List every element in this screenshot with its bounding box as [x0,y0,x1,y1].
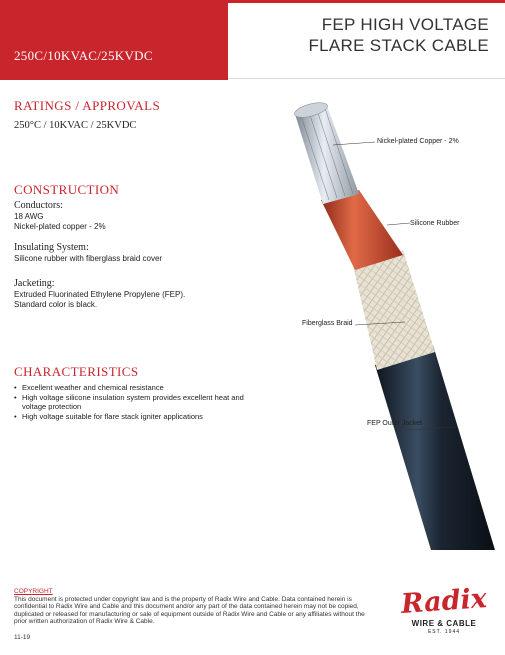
conductors-label: Conductors: [14,200,63,211]
page-title-line-1: FEP HIGH VOLTAGE [321,15,489,34]
jacketing-label: Jacketing: [14,278,55,289]
ratings-value: 250°C / 10KVAC / 25KVDC [14,120,137,131]
radix-logo [394,583,494,642]
logo-wordmark: Radix [400,583,488,620]
characteristics-heading: CHARACTERISTICS [14,364,139,379]
fep-outer-jacket [375,345,495,550]
list-item: • High voltage silicone insulation system provides excellent heat and voltage protection [14,393,244,412]
callout-silicone: Silicone Rubber [410,220,460,227]
copper-conductor [295,106,359,204]
logo-subtitle: WIRE & CABLE [411,619,477,628]
jacketing-line-2: Standard color is black. [14,300,98,309]
list-item: • High voltage suitable for flare stack igniter applications [14,412,244,422]
header-red-block [0,0,228,80]
header-rating-code: 250C/10KVAC/25KVDC [14,48,153,63]
silicone-rubber [321,190,403,270]
fiberglass-braid [353,250,435,370]
page-title-line-2: FLARE STACK CABLE [308,36,489,55]
ratings-heading: RATINGS / APPROVALS [14,98,161,113]
insulating-text: Silicone rubber with fiberglass braid cover [14,254,163,263]
conductors-line-1: 18 AWG [14,212,44,221]
jacketing-line-1: Extruded Fluorinated Ethylene Propylene (FEP). [14,290,186,299]
header-divider [228,78,505,79]
page-title [229,14,489,56]
logo-established: EST. 1944 [427,629,461,635]
construction-heading: CONSTRUCTION [14,182,120,197]
callout-fiberglass: Fiberglass Braid [302,320,353,327]
cable-illustration [255,90,505,550]
callout-jacket: FEP Outer Jacket [367,420,423,427]
copyright-text: This document is protected under copyright law and is the property of Radix Wire and Cable. Data contained herein is confidential to Radix Wire and Cable and this document and/or any part of the data contained herein may not be copied, duplicated or released for manufacturing or sale of equipment outside of Radix Wire and Cable or any affiliates without the prior written authorization of Radix Wire & Cable. [14,595,365,626]
copyright-notice [14,588,369,626]
document-number: 11-19 [14,634,31,641]
list-item: • Excellent weather and chemical resistance [14,383,244,393]
copyright-link[interactable]: COPYRIGHT [14,588,53,595]
insulating-label: Insulating System: [14,242,89,253]
conductors-line-2: Nickel-plated copper - 2% [14,222,106,231]
callout-copper: Nickel-plated Copper - 2% [377,138,459,145]
characteristics-list [14,383,244,421]
